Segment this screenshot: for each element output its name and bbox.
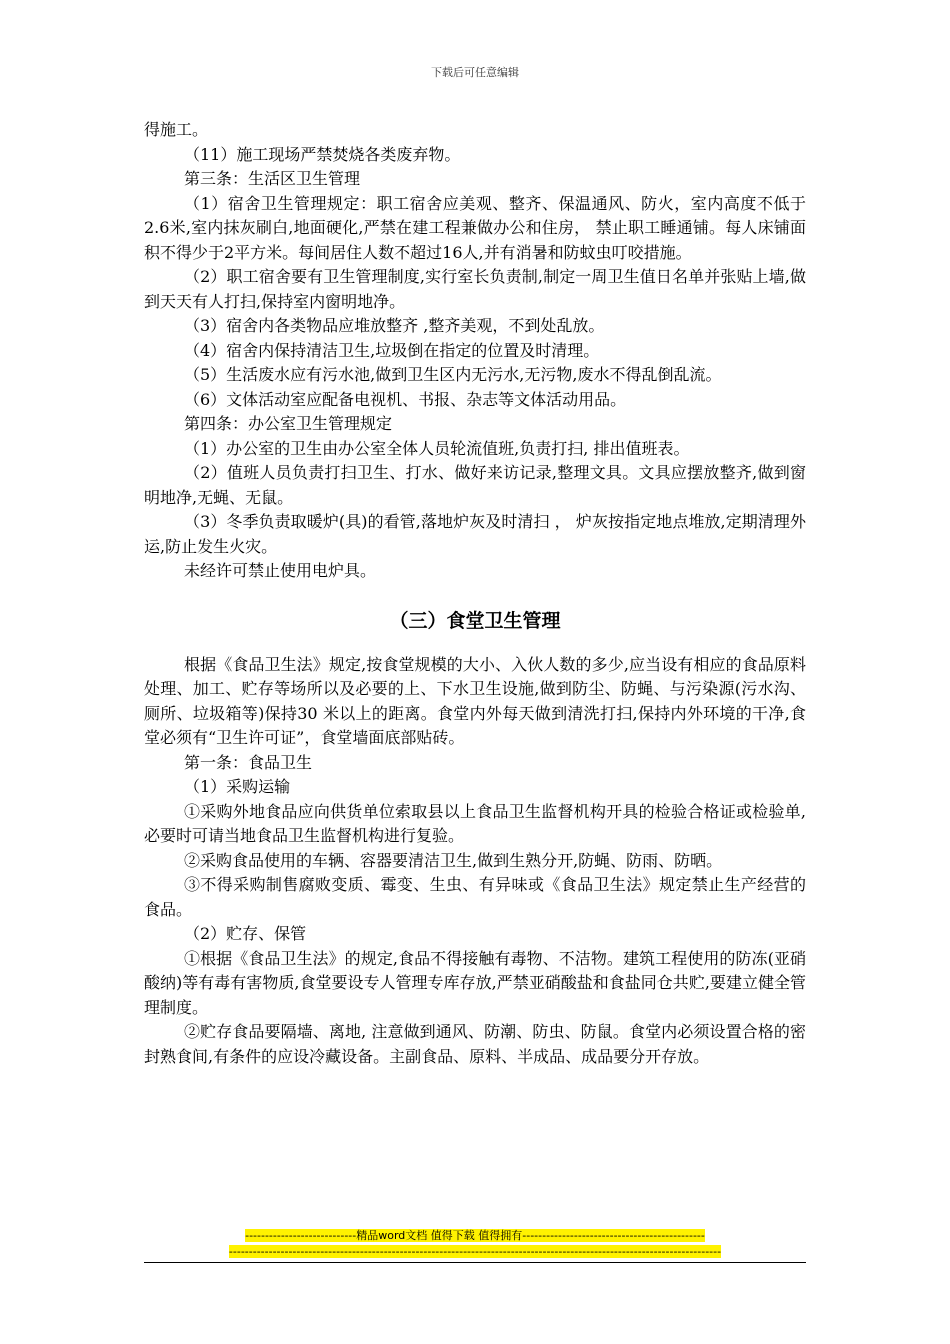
section-heading: 第三条：生活区卫生管理 xyxy=(184,169,361,188)
paragraph: （2）贮存、保管 xyxy=(184,924,307,943)
paragraph: （11）施工现场严禁焚烧各类废弃物。 xyxy=(184,144,461,164)
paragraph: ②贮存食品要隔墙、离地, 注意做到通风、防潮、防虫、防鼠。食堂内必须设置合格的密封熟食间,有条件的应设冷藏设备。主副食品、原料、半成品、成品要分开存放。 xyxy=(144,1022,806,1066)
paragraph: ③不得采购制售腐败变质、霉变、生虫、有异味或《食品卫生法》规定禁止生产经营的食品。 xyxy=(144,875,806,919)
paragraph: （4）宿舍内保持清洁卫生,垃圾倒在指定的位置及时清理。 xyxy=(184,340,600,360)
footer-banner-line: ----------------------------精品word文档 值得下载 值得拥有---------------------------------------------- xyxy=(245,1229,705,1242)
document-body xyxy=(144,118,806,1069)
section-heading: 第一条：食品卫生 xyxy=(184,752,313,772)
paragraph: 根据《食品卫生法》规定,按食堂规模的大小、入伙人数的多少,应当设有相应的食品原料处理、加工、贮存等场所以及必要的上、下水卫生设施,做到防尘、防蝇、与污染源(污水沟、厕所、垃圾箱等)保持30 米以上的距离。食堂内外每天做到清洗打扫,保持内外环境的干净,食堂必须有“卫生许可证”，食堂墙面底部贴砖。 xyxy=(144,654,806,747)
paragraph: （2）值班人员负责打扫卫生、打水、做好来访记录,整理文具。文具应摆放整齐,做到窗明地净,无蝇、无鼠。 xyxy=(144,463,806,507)
paragraph: 得施工。 xyxy=(144,120,209,139)
paragraph: ①采购外地食品应向供货单位索取县以上食品卫生监督机构开具的检验合格证或检验单,必要时可请当地食品卫生监督机构进行复验。 xyxy=(144,801,806,845)
paragraph: 未经许可禁止使用电炉具。 xyxy=(184,561,377,580)
paragraph: （6）文体活动室应配备电视机、书报、杂志等文体活动用品。 xyxy=(184,389,627,409)
paragraph: （3）冬季负责取暖炉(具)的看管,落地炉灰及时清扫 ， 炉灰按指定地点堆放,定期清理外运,防止发生火灾。 xyxy=(144,512,806,556)
paragraph: （1）采购运输 xyxy=(184,777,291,796)
paragraph: ①根据《食品卫生法》的规定,食品不得接触有毒物、不洁物。建筑工程使用的防冻(亚硝酸纳)等有毒有害物质,食堂要设专人管理专库存放,严禁亚硝酸盐和食盐同仓共贮,要建立健全管理制度。 xyxy=(144,948,806,1017)
paragraph: （2）职工宿舍要有卫生管理制度,实行室长负责制,制定一周卫生值日名单并张贴上墙,做到天天有人打扫,保持室内窗明地净。 xyxy=(144,267,806,311)
chapter-title: （三）食堂卫生管理 xyxy=(389,609,561,632)
paragraph: （1）宿舍卫生管理规定：职工宿舍应美观、整齐、保温通风、防火，室内高度不低于2.6米,室内抹灰刷白,地面硬化,严禁在建工程兼做办公和住房， 禁止职工睡通铺。每人床铺面积不得少于2平方米。每间居住人数不超过16人,并有消暑和防蚊虫叮咬措施。 xyxy=(144,193,806,262)
section-heading: 第四条：办公室卫生管理规定 xyxy=(184,414,393,433)
paragraph: （1）办公室的卫生由办公室全体人员轮流值班,负责打扫, 排出值班表。 xyxy=(184,438,690,458)
paragraph: （5）生活废水应有污水池,做到卫生区内无污水,无污物,废水不得乱倒乱流。 xyxy=(184,365,722,384)
footer-divider xyxy=(144,1262,806,1263)
paragraph: （3）宿舍内各类物品应堆放整齐 ,整齐美观，不到处乱放。 xyxy=(184,316,605,335)
page-header: 下载后可任意编辑 xyxy=(431,66,519,79)
footer-dash-line: ---------------------------------------------------------------------------------------------------------------------------- xyxy=(228,1245,722,1258)
paragraph: ②采购食品使用的车辆、容器要清洁卫生,做到生熟分开,防蝇、防雨、防晒。 xyxy=(184,850,723,870)
page-footer xyxy=(144,1228,806,1260)
